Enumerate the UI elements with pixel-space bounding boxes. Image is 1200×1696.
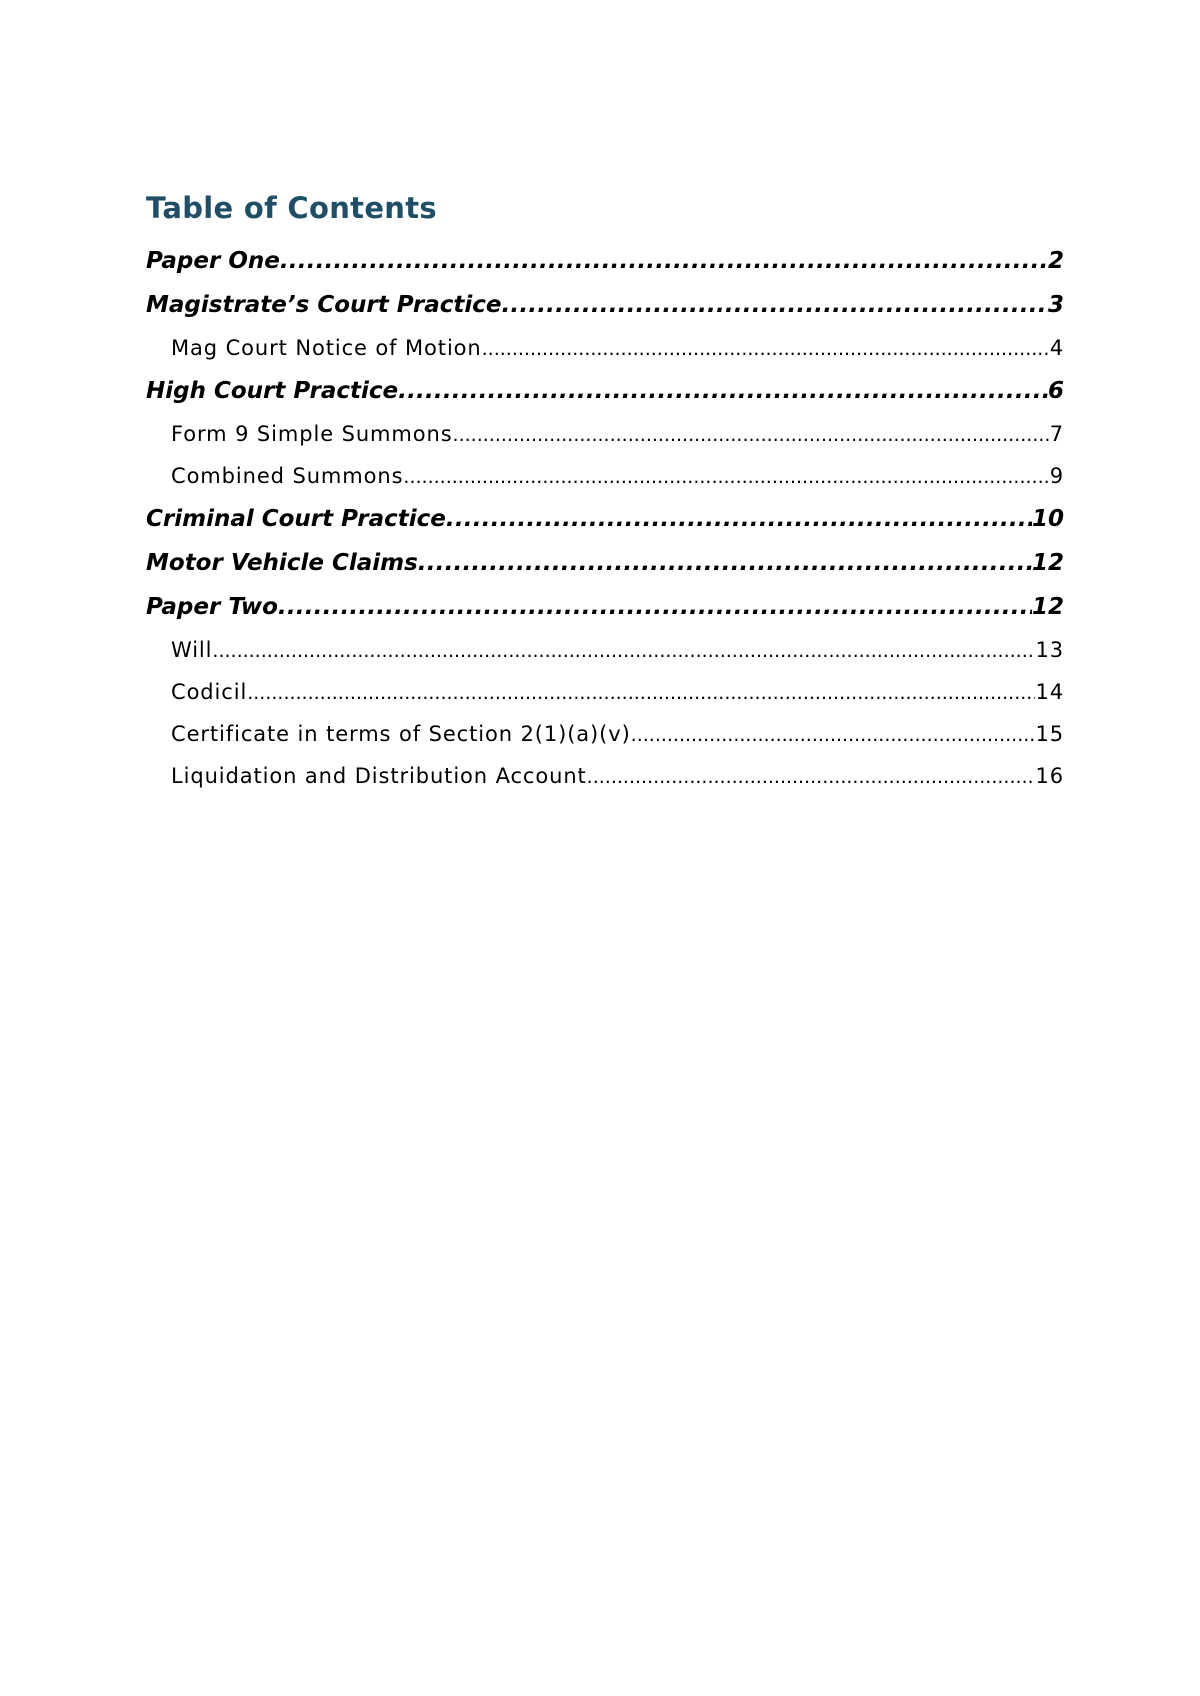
toc-entry-mag-court-notice-of-motion[interactable] — [146, 327, 1064, 369]
toc-page-number: 10 — [1031, 506, 1064, 532]
toc-leader-dots — [631, 714, 1036, 755]
toc-entry-text: Form 9 Simple Summons — [171, 422, 453, 446]
toc-entry-text: High Court Practice — [146, 378, 399, 404]
toc-leader-dots — [403, 456, 1049, 497]
toc-page-number: 6 — [1047, 378, 1064, 404]
toc-page-number: 14 — [1035, 680, 1064, 704]
toc-leader-dots — [247, 672, 1035, 713]
toc-page-number: 3 — [1047, 292, 1064, 318]
toc-entry-magistrates-court-practice[interactable] — [146, 284, 1064, 327]
toc-entry-motor-vehicle-claims[interactable] — [146, 542, 1064, 585]
toc-leader-dots — [453, 414, 1050, 455]
toc-page-number: 12 — [1031, 550, 1064, 576]
toc-leader-dots — [418, 542, 1032, 585]
toc-entry-text: Criminal Court Practice — [146, 506, 446, 532]
toc-leader-dots — [280, 240, 1048, 283]
toc-page-number: 4 — [1049, 336, 1064, 360]
toc-entry-criminal-court-practice[interactable] — [146, 498, 1064, 541]
toc-page-number: 7 — [1049, 422, 1064, 446]
toc-entry-paper-two[interactable] — [146, 586, 1064, 629]
toc-entry-text: Liquidation and Distribution Account — [171, 764, 587, 788]
toc-entry-liquidation-distribution-account[interactable] — [146, 755, 1064, 797]
toc-leader-dots — [212, 630, 1035, 671]
toc-page-number: 16 — [1035, 764, 1064, 788]
toc-leader-dots — [502, 284, 1048, 327]
toc-entry-codicil[interactable] — [146, 671, 1064, 713]
toc-entry-text: Magistrate’s Court Practice — [146, 292, 502, 318]
toc-entry-form-9-simple-summons[interactable] — [146, 413, 1064, 455]
toc-entry-text: Combined Summons — [171, 464, 404, 488]
toc-entry-certificate-section-2[interactable] — [146, 713, 1064, 755]
toc-leader-dots — [278, 586, 1032, 629]
toc-page-number: 12 — [1031, 594, 1064, 620]
toc-page-number: 9 — [1049, 464, 1064, 488]
toc-leader-dots — [587, 756, 1036, 797]
toc-leader-dots — [482, 328, 1050, 369]
toc-page-number: 15 — [1035, 722, 1064, 746]
toc-entry-text: Certificate in terms of Section 2(1)(a)(v) — [171, 722, 631, 746]
toc-entry-text: Motor Vehicle Claims — [146, 550, 418, 576]
toc-entry-text: Paper Two — [146, 594, 278, 620]
toc-entry-text: Will — [171, 638, 213, 662]
toc-title: Table of Contents — [146, 191, 437, 225]
toc-entry-combined-summons[interactable] — [146, 455, 1064, 497]
toc-page-number: 13 — [1035, 638, 1064, 662]
toc-entry-will[interactable] — [146, 629, 1064, 671]
table-of-contents — [146, 190, 1064, 797]
toc-entry-text: Paper One — [146, 248, 280, 274]
toc-entry-text: Mag Court Notice of Motion — [171, 336, 482, 360]
toc-page-number: 2 — [1047, 248, 1064, 274]
toc-entry-text: Codicil — [171, 680, 248, 704]
toc-leader-dots — [446, 498, 1032, 541]
toc-entry-paper-one[interactable] — [146, 240, 1064, 283]
toc-leader-dots — [398, 370, 1048, 413]
toc-entry-high-court-practice[interactable] — [146, 370, 1064, 413]
